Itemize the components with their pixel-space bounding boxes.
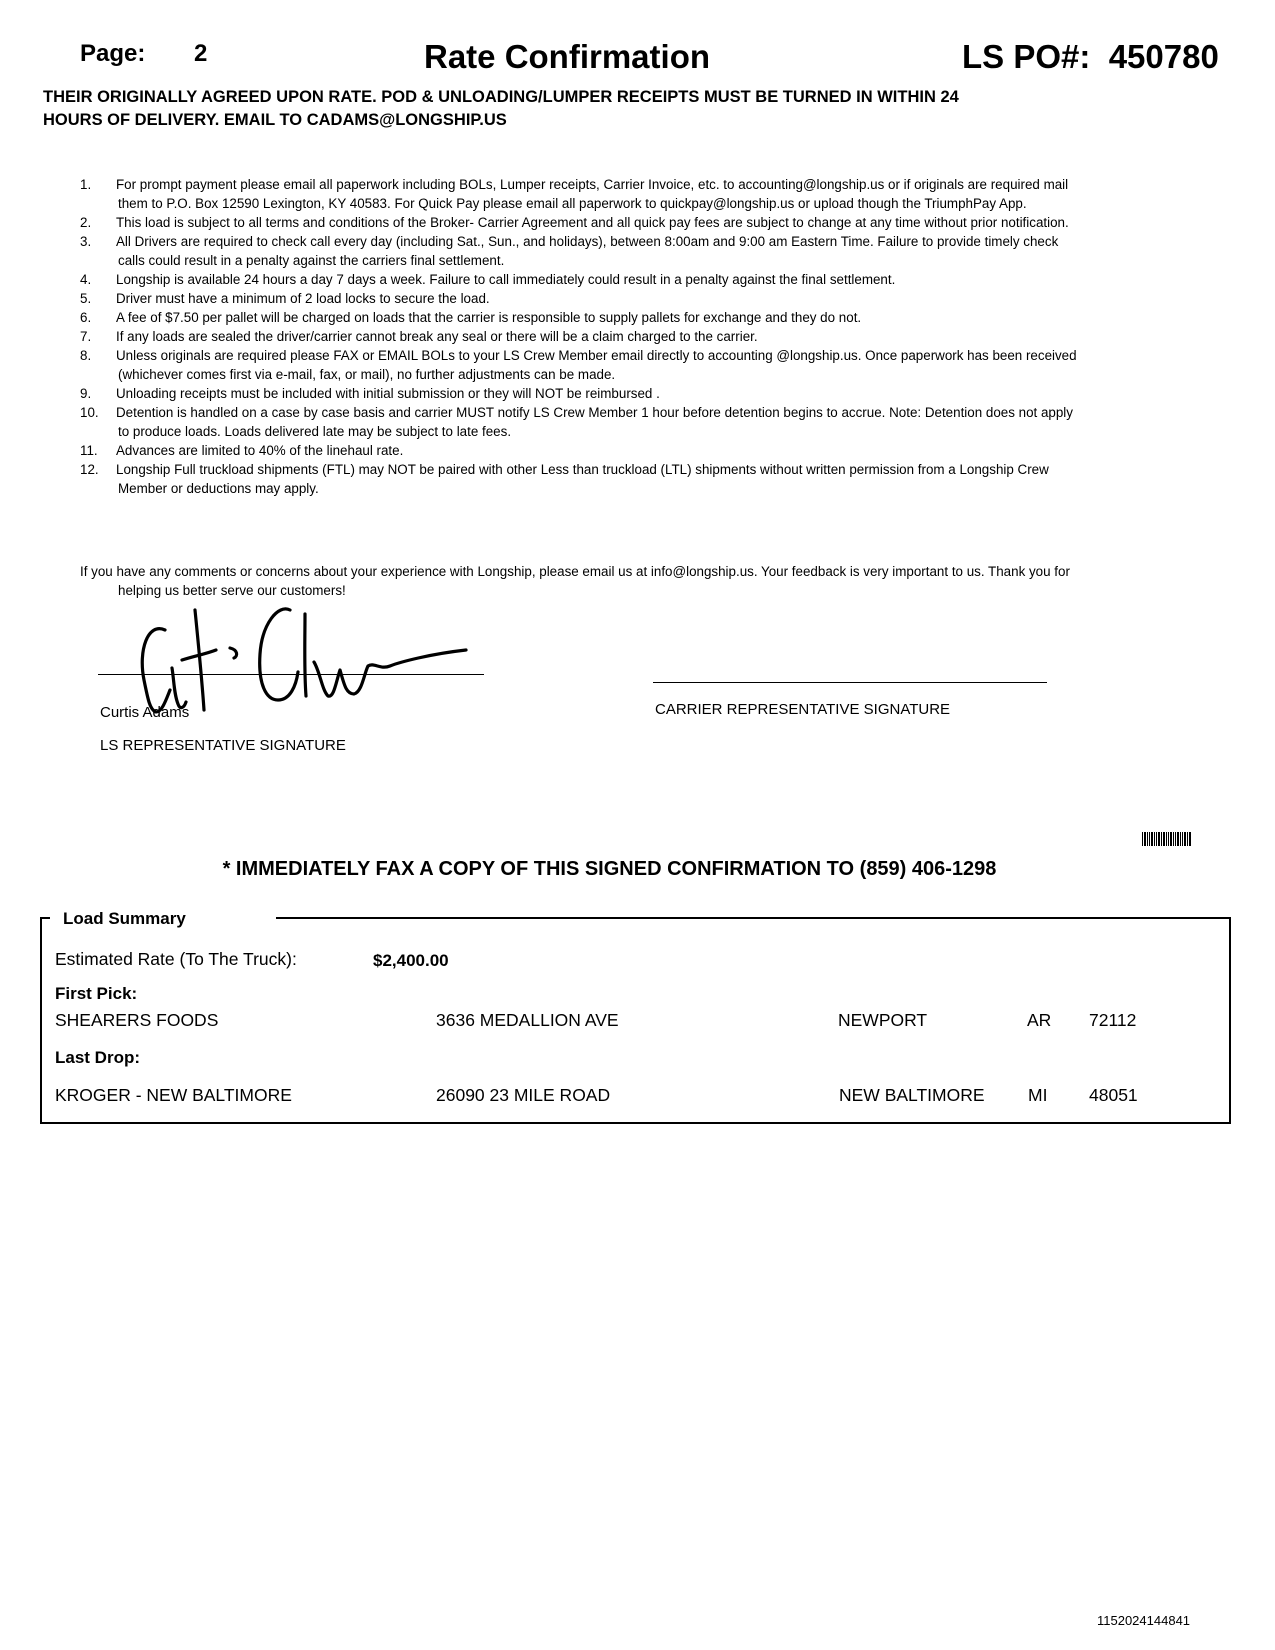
first-pick-label: First Pick: (55, 984, 138, 1003)
ls-signature-line (98, 674, 484, 675)
term-number: 7. (80, 329, 92, 344)
term-number: 3. (80, 234, 92, 249)
rate-value: $2,400.00 (373, 951, 449, 970)
term-number: 10. (80, 405, 99, 420)
last-drop-label: Last Drop: (55, 1048, 140, 1067)
term-text: A fee of $7.50 per pallet will be charged on loads that the carrier is responsible to supply pallets for exchange and they do not. (116, 310, 862, 325)
page-label: Page: (80, 40, 146, 67)
term-number: 2. (80, 215, 92, 230)
term-number: 1. (80, 177, 92, 192)
term-item (80, 232, 1080, 270)
term-item (80, 460, 1080, 498)
first-pick-address: 3636 MEDALLION AVE (436, 1010, 619, 1030)
document-title: Rate Confirmation (424, 38, 711, 75)
term-text: Driver must have a minimum of 2 load locks to secure the load. (116, 291, 490, 306)
term-text: For prompt payment please email all paperwork including BOLs, Lumper receipts, Carrier Invoice, etc. to accounting@longship.us or if originals are required mail them to P.O. Box 12590 Lexington, KY 40583. For Quick Pay please email all paperwork to quickpay@longship.us or upload though the TriumphPay App. (116, 177, 1069, 211)
first-pick-city: NEWPORT (838, 1010, 928, 1030)
box-top-border (276, 917, 1231, 919)
term-number: 4. (80, 272, 92, 287)
last-drop-name: KROGER - NEW BALTIMORE (55, 1085, 292, 1105)
term-number: 6. (80, 310, 92, 325)
delivery-notice: THEIR ORIGINALLY AGREED UPON RATE. POD & UNLOADING/LUMPER RECEIPTS MUST BE TURNED IN WITHIN 24 HOURS OF DELIVERY. EMAIL TO CADAMS@LONGSHIP.US (43, 88, 959, 129)
term-item (80, 384, 1080, 403)
rate-label: Estimated Rate (To The Truck): (55, 949, 297, 969)
po-label: LS PO#: (962, 38, 1091, 75)
document-id: 1152024144841 (1097, 1613, 1191, 1628)
term-item (80, 327, 1080, 346)
term-item (80, 213, 1080, 232)
first-pick-zip: 72112 (1089, 1010, 1137, 1030)
load-summary-legend: Load Summary (63, 909, 186, 928)
term-number: 5. (80, 291, 92, 306)
po-number-block (962, 38, 1219, 76)
term-item (80, 346, 1080, 384)
term-text: Unloading receipts must be included with initial submission or they will NOT be reimbursed . (116, 386, 660, 401)
term-text: Advances are limited to 40% of the linehaul rate. (116, 443, 404, 458)
page-number: 2 (194, 40, 208, 67)
terms-list (80, 175, 1080, 498)
term-text: Unless originals are required please FAX or EMAIL BOLs to your LS Crew Member email directly to accounting @longship.us. Once paperwork has been received (whichever comes first via e-mail, fax, or mail), no further adjustments can be made. (116, 348, 1077, 382)
term-item (80, 270, 1080, 289)
po-number: 450780 (1108, 38, 1219, 75)
first-pick-state: AR (1027, 1010, 1052, 1030)
term-item (80, 441, 1080, 460)
term-text: Longship Full truckload shipments (FTL) may NOT be paired with other Less than truckload (LTL) shipments without written permission from a Longship Crew Member or deductions may apply. (116, 462, 1049, 496)
last-drop-state: MI (1028, 1085, 1048, 1105)
ls-representative-name: Curtis Adams (100, 704, 190, 721)
term-text: Longship is available 24 hours a day 7 days a week. Failure to call immediately could result in a penalty against the final settlement. (116, 272, 896, 287)
box-corner-top (40, 917, 50, 919)
term-number: 11. (80, 443, 98, 458)
first-pick-name: SHEARERS FOODS (55, 1010, 219, 1030)
barcode-image (1142, 832, 1192, 846)
fax-instruction (0, 858, 1275, 881)
ls-signature-label: LS REPRESENTATIVE SIGNATURE (100, 737, 346, 754)
feedback-note: If you have any comments or concerns about your experience with Longship, please email us at info@longship.us. Your feedback is very important to us. Thank you for helping us better serve our customers! (80, 564, 1070, 598)
last-drop-zip: 48051 (1089, 1085, 1138, 1105)
term-text: Detention is handled on a case by case basis and carrier MUST notify LS Crew Member 1 hour before detention begins to accrue. Note: Detention does not apply to produce loads. Loads delivered late may be subject to late fees. (116, 405, 1073, 439)
term-number: 8. (80, 348, 92, 363)
carrier-signature-line[interactable] (653, 682, 1047, 683)
term-text: If any loads are sealed the driver/carrier cannot break any seal or there will be a claim charged to the carrier. (116, 329, 758, 344)
term-number: 9. (80, 386, 92, 401)
term-item (80, 308, 1080, 327)
last-drop-address: 26090 23 MILE ROAD (436, 1085, 611, 1105)
term-text: This load is subject to all terms and conditions of the Broker- Carrier Agreement and all quick pay fees are subject to change at any time without prior notification. (116, 215, 1069, 230)
term-item (80, 175, 1080, 213)
last-drop-city: NEW BALTIMORE (839, 1085, 985, 1105)
term-number: 12. (80, 462, 99, 477)
carrier-signature-label: CARRIER REPRESENTATIVE SIGNATURE (655, 701, 951, 718)
term-item (80, 289, 1080, 308)
fax-instruction-text: * IMMEDIATELY FAX A COPY OF THIS SIGNED CONFIRMATION TO (859) 406-1298 (222, 858, 997, 880)
term-item (80, 403, 1080, 441)
term-text: All Drivers are required to check call every day (including Sat., Sun., and holidays), between 8:00am and 9:00 am Eastern Time. Failure to provide timely check calls could result in a penalty against the carriers final settlement. (116, 234, 1059, 268)
